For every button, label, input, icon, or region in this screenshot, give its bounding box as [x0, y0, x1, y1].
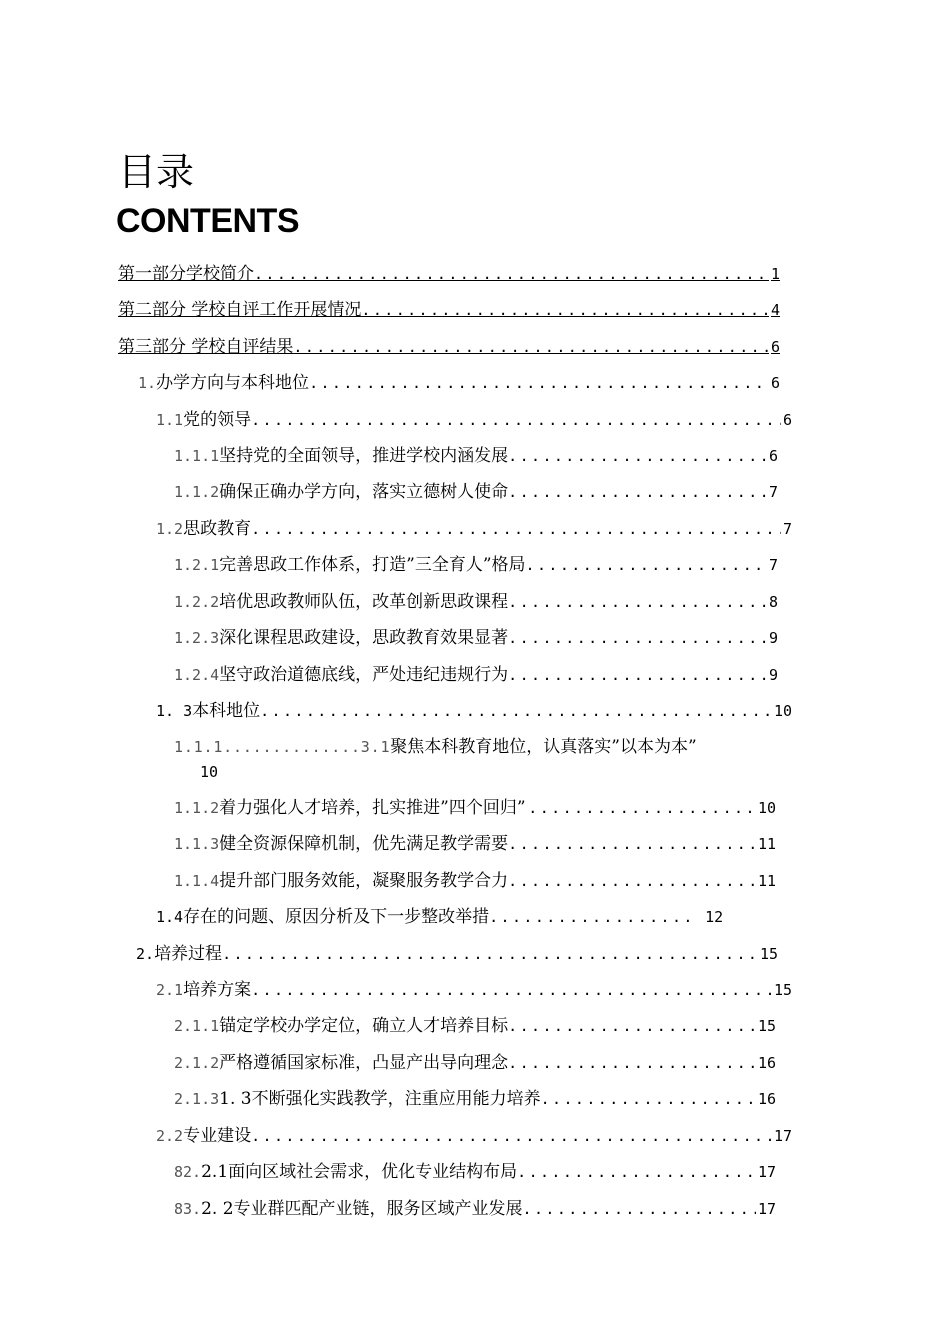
toc-entry-text: 确保正确办学方向，落实立德树人使命	[219, 482, 509, 502]
toc-entry[interactable]	[156, 700, 792, 722]
toc-entry-text: 2. 2专业群匹配产业链，服务区域产业发展	[201, 1199, 523, 1219]
toc-page-number: 17	[773, 1127, 792, 1145]
toc-page-number: 7	[768, 556, 778, 574]
toc-leader	[251, 409, 781, 431]
toc-entry-text: 办学方向与本科地位	[156, 373, 310, 393]
toc-page-number: 7	[782, 520, 792, 538]
toc-entry-number: 1.2.1	[174, 556, 220, 574]
toc-page-number: 11	[757, 872, 776, 890]
toc-entry[interactable]	[174, 1198, 776, 1220]
toc-page-number: 9	[768, 629, 778, 647]
toc-page-number: 6	[782, 411, 792, 429]
toc-entry-text: 第一部分学校简介	[118, 264, 254, 284]
toc-leader	[508, 833, 756, 855]
toc-entry[interactable]	[174, 591, 778, 613]
toc-leader	[517, 1161, 756, 1183]
toc-leader	[508, 591, 767, 613]
toc-entry-number: 2.1.2	[174, 1054, 220, 1072]
toc-leader	[309, 372, 769, 394]
toc-entry[interactable]	[136, 943, 778, 965]
toc-page-number: 16	[757, 1090, 776, 1108]
toc-entry-number: 1.2.3	[174, 629, 220, 647]
toc-entry[interactable]	[174, 797, 776, 819]
toc-leader	[523, 1198, 756, 1220]
toc-entry-text: 专业建设	[183, 1126, 252, 1146]
toc-entry-text: 提升部门服务效能，凝聚服务教学合力	[219, 871, 509, 891]
toc-page-number-wrapped: 10	[200, 763, 219, 781]
toc-page-number: 11	[757, 835, 776, 853]
toc-entry-text: 思政教育	[183, 519, 252, 539]
toc-entry[interactable]	[156, 409, 792, 431]
toc-leader	[508, 445, 767, 467]
toc-page-number: 7	[768, 483, 778, 501]
toc-page-number: 4	[770, 301, 780, 319]
toc-entry-number: 1.1.3	[174, 835, 220, 853]
toc-leader	[251, 518, 781, 540]
toc-entry-number: 1.1.2	[174, 799, 220, 817]
toc-entry-number: 1.1.1	[174, 447, 220, 465]
toc-leader	[508, 664, 767, 686]
toc-page-number: 15	[757, 1017, 776, 1035]
toc-entry-text: 1. 3不断强化实践教学，注重应用能力培养	[219, 1089, 541, 1109]
toc-leader	[508, 481, 767, 503]
toc-leader	[526, 554, 767, 576]
toc-entry-text: 深化课程思政建设，思政教育效果显著	[219, 628, 509, 648]
toc-entry-text: 培养方案	[183, 980, 252, 1000]
toc-entry-number: 1.2.2	[174, 593, 220, 611]
toc-entry-text: 聚焦本科教育地位，认真落实”以本为本”	[390, 737, 697, 757]
toc-entry-text: 第三部分 学校自评结果	[118, 337, 294, 357]
toc-page-number: 6	[770, 338, 780, 356]
toc-page-number: 17	[757, 1163, 776, 1181]
toc-page-number: 6	[768, 447, 778, 465]
toc-entry-number: 1.	[138, 374, 157, 392]
toc-leader	[508, 1015, 756, 1037]
toc-entry-text: 坚守政治道德底线，严处违纪违规行为	[219, 665, 509, 685]
toc-entry-number: 2.2	[156, 1127, 184, 1145]
toc-page-number: 15	[773, 981, 792, 999]
toc-leader	[508, 627, 767, 649]
toc-entry-number: 1.2	[156, 520, 184, 538]
toc-entry-text: 健全资源保障机制，优先满足教学需要	[219, 834, 509, 854]
toc-entry[interactable]	[174, 554, 778, 576]
toc-page-number: 16	[757, 1054, 776, 1072]
toc-entry-number: 2.	[136, 945, 155, 963]
toc-entry-number: 2.1.1	[174, 1017, 220, 1035]
toc-leader	[541, 1088, 756, 1110]
toc-entry-text: 培优思政教师队伍，改革创新思政课程	[219, 592, 509, 612]
toc-entry[interactable]	[174, 833, 776, 855]
toc-entry[interactable]	[174, 1161, 776, 1183]
toc-page-number: 10	[773, 702, 792, 720]
toc-entry[interactable]	[174, 627, 778, 649]
toc-entry-text: 完善思政工作体系，打造”三全育人”格局	[219, 555, 526, 575]
toc-leader	[489, 906, 689, 928]
toc-leader	[361, 299, 769, 321]
toc-entry-text: 第二部分 学校自评工作开展情况	[118, 300, 362, 320]
toc-leader	[254, 263, 769, 285]
toc-entry-text: 严格遵循国家标准，凸显产出导向理念	[219, 1053, 509, 1073]
toc-entry-part-3[interactable]	[118, 336, 780, 358]
toc-leader	[508, 870, 756, 892]
toc-entry[interactable]	[156, 906, 794, 928]
toc-entry-part-2[interactable]	[118, 299, 780, 321]
toc-entry-number: 1.1	[156, 411, 184, 429]
toc-entry-text: 本科地位	[192, 701, 261, 721]
toc-page-number: 17	[757, 1200, 776, 1218]
toc-page-number: 8	[768, 593, 778, 611]
toc-entry[interactable]	[156, 518, 792, 540]
toc-leader	[528, 797, 756, 819]
toc-entry-number: 1. 3	[156, 702, 193, 720]
toc-entry-wrapped[interactable]	[174, 736, 794, 758]
toc-entry[interactable]	[174, 1052, 776, 1074]
toc-entry[interactable]	[138, 372, 780, 394]
toc-entry-text: 坚持党的全面领导，推进学校内涵发展	[219, 446, 509, 466]
toc-leader	[222, 943, 758, 965]
toc-page-number: 12	[705, 908, 724, 926]
toc-entry[interactable]	[174, 1088, 776, 1110]
toc-entry[interactable]	[174, 870, 776, 892]
toc-leader	[251, 979, 772, 1001]
toc-page-number: 15	[759, 945, 778, 963]
toc-entry-number: 1.2.4	[174, 666, 220, 684]
toc-entry-number: 83.	[174, 1200, 202, 1218]
toc-title-english: CONTENTS	[116, 202, 299, 240]
toc-entry-number: 1.1.1..............3.1	[174, 738, 391, 756]
toc-entry-text: 党的领导	[183, 410, 252, 430]
toc-entry-text: 着力强化人才培养，扎实推进”四个回归”	[219, 798, 526, 818]
toc-leader	[251, 1125, 772, 1147]
toc-page-number: 10	[757, 799, 776, 817]
toc-entry[interactable]	[156, 1125, 792, 1147]
toc-entry[interactable]	[174, 481, 778, 503]
toc-leader	[260, 700, 772, 722]
toc-entry-text: 锚定学校办学定位，确立人才培养目标	[219, 1016, 509, 1036]
toc-entry[interactable]	[156, 979, 792, 1001]
toc-entry-number: 1.4	[156, 908, 184, 926]
toc-entry-number: 82.	[174, 1163, 202, 1181]
toc-entry[interactable]	[174, 445, 778, 467]
toc-entry[interactable]	[174, 664, 778, 686]
toc-entry-text: 存在的问题、原因分析及下一步整改举措	[183, 907, 490, 927]
toc-page-number: 9	[768, 666, 778, 684]
toc-entry-text: 培养过程	[154, 944, 223, 964]
toc-entry-part-1[interactable]	[118, 263, 780, 285]
toc-title-chinese: 目录	[118, 150, 195, 194]
toc-leader	[293, 336, 769, 358]
toc-entry-number: 1.1.4	[174, 872, 220, 890]
toc-entry-number: 2.1.3	[174, 1090, 220, 1108]
toc-entry-text: 2.1面向区域社会需求，优化专业结构布局	[201, 1162, 518, 1182]
toc-page-number: 1	[770, 265, 780, 283]
toc-page-number: 6	[770, 374, 780, 392]
toc-entry-number: 2.1	[156, 981, 184, 999]
toc-entry-number: 1.1.2	[174, 483, 220, 501]
toc-entry[interactable]	[174, 1015, 776, 1037]
toc-leader	[508, 1052, 756, 1074]
